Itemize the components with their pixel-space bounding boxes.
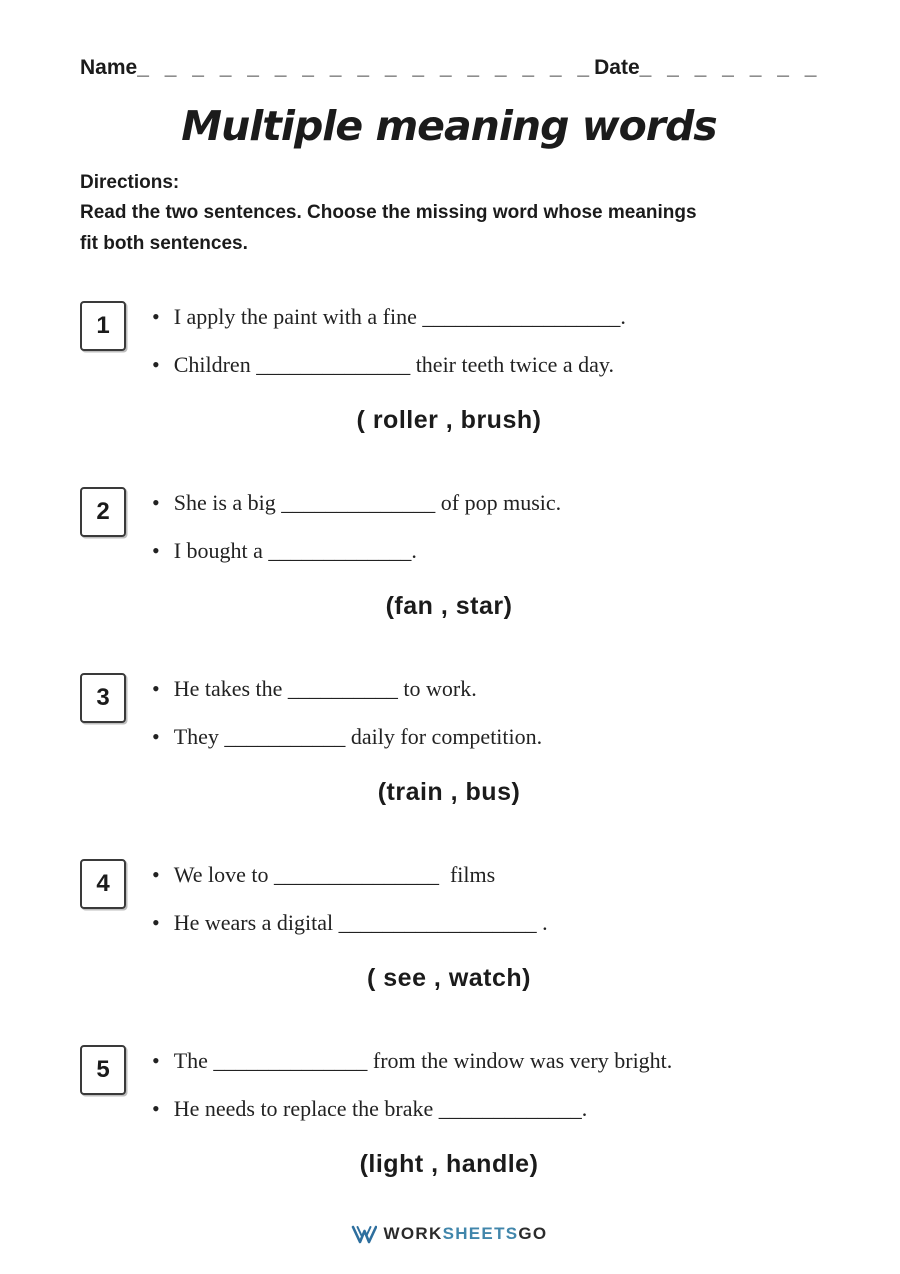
sentence (152, 909, 548, 937)
sentence-text: She is a big ______________ of pop music. (173, 490, 562, 516)
bullet-icon: • (152, 490, 160, 516)
name-date-row (80, 56, 822, 80)
question-block-1 (80, 301, 818, 435)
name-label: Name (80, 56, 138, 79)
bullet-icon: • (152, 351, 160, 377)
sentence-text: The ______________ from the window was very bright. (173, 1048, 673, 1074)
sentence (152, 351, 626, 379)
sentence-text: We love to _______________ films (173, 862, 496, 888)
brand-wordmark (384, 1224, 548, 1244)
brand-work: WORK (383, 1224, 443, 1243)
question-number: 5 (96, 1056, 110, 1084)
choices-text: (fan , star) (385, 592, 513, 621)
bullet-icon: • (152, 676, 160, 702)
sentence-text: He wears a digital __________________ . (173, 909, 548, 935)
bullet-icon: • (152, 1095, 160, 1121)
question-block-5 (80, 1045, 818, 1179)
sentence (152, 1047, 672, 1075)
bullet-icon: • (152, 304, 160, 330)
worksheetsgo-w-mark-icon (351, 1225, 377, 1244)
date-blank-line: _ _ _ _ _ _ _ (639, 56, 822, 79)
bullet-icon: • (152, 909, 160, 935)
sentence (152, 303, 626, 331)
sentence (152, 861, 548, 889)
name-blank-line: _ _ _ _ _ _ _ _ _ _ _ _ _ _ _ _ _ (137, 56, 595, 79)
sentence (152, 675, 542, 703)
question-block-2 (80, 487, 818, 621)
bullet-icon: • (152, 537, 160, 563)
sentence (152, 1095, 672, 1123)
bullet-icon: • (152, 1048, 160, 1074)
bullet-icon: • (152, 862, 160, 888)
footer-brand (80, 1224, 818, 1258)
choices-text: ( roller , brush) (356, 406, 542, 435)
sentence-text: He needs to replace the brake _____________. (173, 1095, 588, 1121)
choices-text: (train , bus) (377, 778, 521, 807)
directions-heading: Directions: (80, 172, 180, 193)
sentence-text: I apply the paint with a fine __________________. (173, 304, 626, 330)
question-number-box (80, 487, 126, 537)
choices-text: (light , handle) (359, 1150, 539, 1179)
question-number-box (80, 859, 126, 909)
sentence (152, 723, 542, 751)
sentence (152, 537, 561, 565)
question-number: 1 (96, 312, 110, 340)
sentence-text: Children ______________ their teeth twice a day. (173, 351, 615, 377)
sentence (152, 489, 561, 517)
sentence-text: I bought a _____________. (173, 537, 417, 563)
question-number-box (80, 301, 126, 351)
question-number: 2 (96, 498, 110, 526)
choices-text: ( see , watch) (367, 964, 531, 993)
bullet-icon: • (152, 723, 160, 749)
question-number: 3 (96, 684, 110, 712)
date-label: Date (594, 56, 640, 79)
sentence-text: They ___________ daily for competition. (173, 723, 543, 749)
question-number-box (80, 1045, 126, 1095)
sentence-text: He takes the __________ to work. (173, 676, 477, 702)
directions-line-2: fit both sentences. (80, 232, 248, 254)
question-block-4 (80, 859, 818, 993)
directions-line-1: Read the two sentences. Choose the missing word whose meanings (80, 202, 697, 224)
brand-go: GO (518, 1224, 548, 1243)
brand-sheets: SHEETS (442, 1224, 519, 1243)
question-number: 4 (96, 870, 110, 898)
question-block-3 (80, 673, 818, 807)
directions-block (80, 168, 818, 259)
question-number-box (80, 673, 126, 723)
page-title: Multiple meaning words (181, 102, 717, 150)
